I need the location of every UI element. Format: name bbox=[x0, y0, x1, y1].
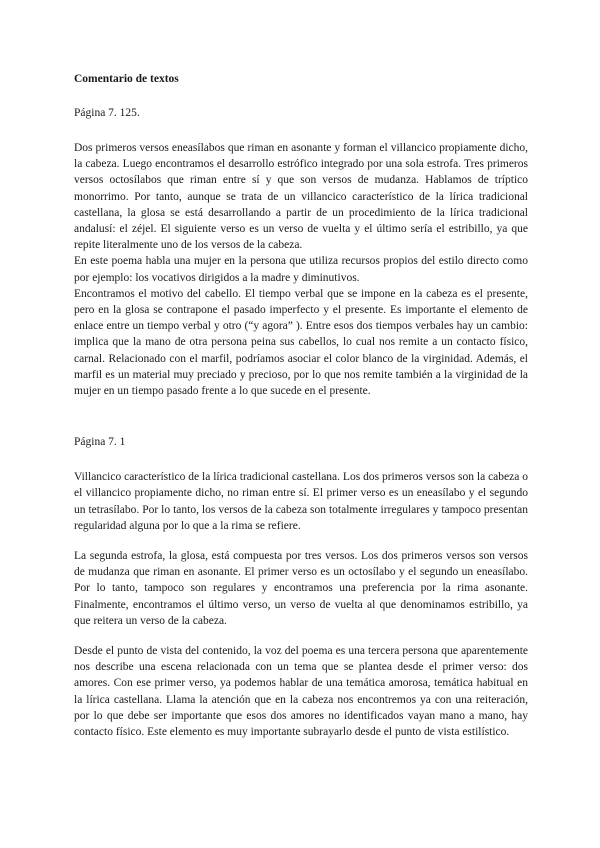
page-reference: Página 7. 125. bbox=[74, 107, 140, 119]
section-page-7-125 bbox=[74, 106, 528, 399]
section-page-7-1 bbox=[74, 435, 528, 740]
page-reference: Página 7. 1 bbox=[74, 436, 126, 449]
paragraph: Encontramos el motivo del cabello. El tiempo verbal que se impone en la cabeza es el presente, pero en la glosa se contrapone el pasado imperfecto y el presente. Es importante el elemento de enlace entre un tiempo verbal y otro (“y agora” ). Entre esos dos tiempos verbales hay un cambio: implica que la mano de otra persona peina sus cabellos, lo cual nos remite a un contacto físico, carnal. Relacionado con el marfil, podríamos asociar el color blanco de la virginidad. Además, el marfil es un material muy preciado y precioso, por lo que nos remite también a la virginidad de la mujer en un tiempo pasado frente a lo que sucede en el presente. bbox=[74, 287, 528, 398]
paragraph: Villancico característico de la lírica tradicional castellana. Los dos primeros versos son la cabeza o el villancico propiamente dicho, no riman entre sí. El primer verso es un eneasílabo y el segundo un tetrasílabo. Por lo tanto, los versos de la cabeza son totalmente irregulares y tampoco presentan regularidad alguna por lo que a la rima se refiere. bbox=[74, 471, 528, 532]
paragraph: Desde el punto de vista del contenido, la voz del poema es una tercera persona que aparentemente nos describe una escena relacionada con un tema que se plantea desde el primer verso: dos amores. Con ese primer verso, ya podemos hablar de una temática amorosa, temática habitual en la lírica castellana. Llama la atención que en la cabeza nos encontremos ya con una reiteración, por lo que debe ser importante que esos dos amores no identificados vayan mano a mano, hay contacto físico. Este elemento es muy importante subrayarlo desde el punto de vista estilístico. bbox=[74, 645, 528, 739]
paragraph: La segunda estrofa, la glosa, está compuesta por tres versos. Los dos primeros versos son versos de mudanza que riman en asonante. El primer verso es un octosílabo y el segundo un eneasílabo. Por lo tanto, tampoco son regulares y encontramos una preferencia por la rima asonante. Finalmente, encontramos el último verso, un verso de vuelta al que denominamos estribillo, ya que reitera un verso de la cabeza. bbox=[74, 550, 528, 627]
document-title: Comentario de textos bbox=[74, 73, 179, 85]
document-body bbox=[74, 72, 528, 740]
paragraph: En este poema habla una mujer en la persona que utiliza recursos propios del estilo directo como por ejemplo: los vocativos dirigidos a la madre y diminutivos. bbox=[74, 255, 528, 284]
paragraph: Dos primeros versos eneasílabos que riman en asonante y forman el villancico propiamente dicho, la cabeza. Luego encontramos el desarrollo estrófico integrado por una sola estrofa. Tres primeros versos octosílabos que riman entre sí y que son versos de mudanza. Hablamos de tríptico monorrimo. Por tanto, aunque se trata de un villancico característico de la lírica tradicional castellana, la glosa se está desarrollando a partir de un procedimiento de la lírica tradicional andalusí: el zéjel. El siguiente verso es un verso de vuelta y el último sería el estribillo, ya que repite literalmente uno de los versos de la cabeza. bbox=[74, 142, 528, 252]
